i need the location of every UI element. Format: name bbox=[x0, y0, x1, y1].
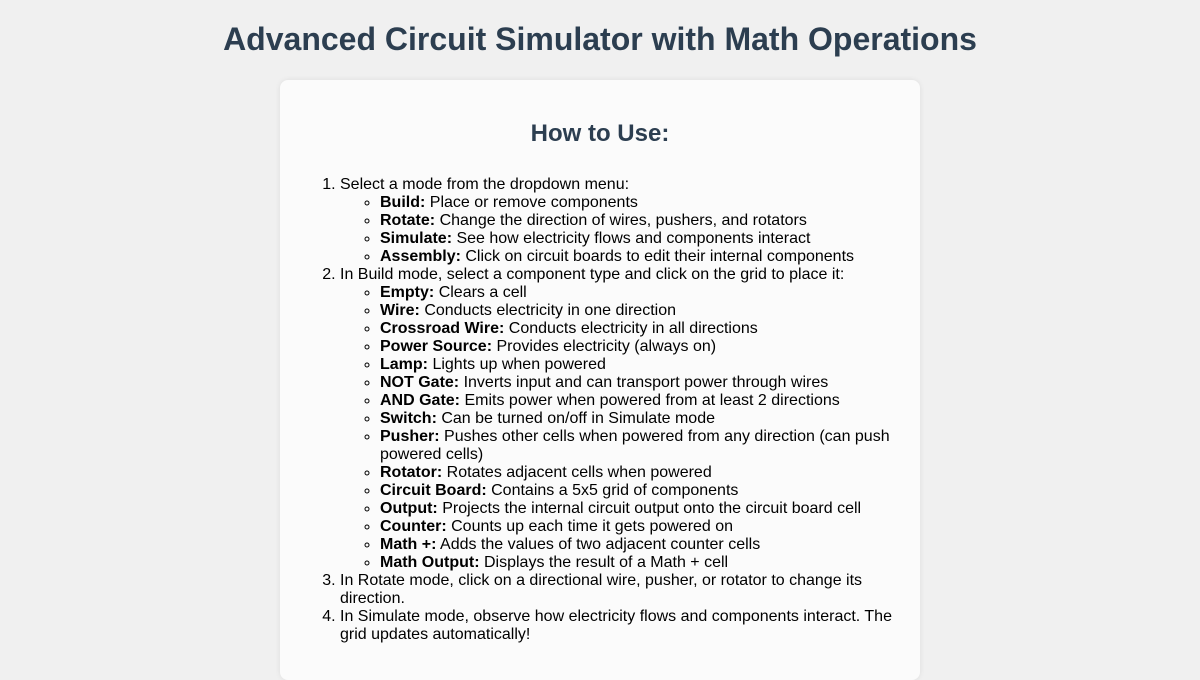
step-3 bbox=[340, 572, 900, 608]
list-item bbox=[380, 482, 900, 500]
term: Counter: bbox=[380, 518, 447, 535]
term: Output: bbox=[380, 500, 438, 517]
description: Provides electricity (always on) bbox=[496, 338, 717, 355]
description: See how electricity flows and components interact bbox=[456, 230, 811, 247]
steps-list bbox=[300, 176, 900, 644]
list-item bbox=[380, 194, 900, 212]
list-item bbox=[380, 374, 900, 392]
term: NOT Gate: bbox=[380, 374, 460, 391]
step-2 bbox=[340, 266, 900, 572]
description: Counts up each time it gets powered on bbox=[451, 518, 734, 535]
term: Crossroad Wire: bbox=[380, 320, 505, 337]
description: Displays the result of a Math + cell bbox=[483, 554, 729, 571]
term: Rotate: bbox=[380, 212, 436, 229]
term: Circuit Board: bbox=[380, 482, 487, 499]
list-item bbox=[380, 500, 900, 518]
term: Lamp: bbox=[380, 356, 428, 373]
step-text: In Simulate mode, observe how electricity flows and components interact. The grid updates automatically! bbox=[340, 608, 892, 643]
description: Rotates adjacent cells when powered bbox=[446, 464, 712, 481]
term: Math +: bbox=[380, 536, 437, 553]
step-text: In Rotate mode, click on a directional wire, pusher, or rotator to change its direction. bbox=[340, 572, 863, 607]
instructions-heading: How to Use: bbox=[530, 120, 670, 147]
description: Place or remove components bbox=[429, 194, 638, 211]
description: Adds the values of two adjacent counter cells bbox=[440, 536, 761, 553]
list-item bbox=[380, 212, 900, 230]
step-1 bbox=[340, 176, 900, 266]
list-item bbox=[380, 338, 900, 356]
list-item bbox=[380, 356, 900, 374]
component-list bbox=[340, 284, 900, 572]
description: Change the direction of wires, pushers, and rotators bbox=[439, 212, 807, 229]
list-item bbox=[380, 518, 900, 536]
term: Wire: bbox=[380, 302, 420, 319]
list-item bbox=[380, 536, 900, 554]
list-item bbox=[380, 464, 900, 482]
term: Power Source: bbox=[380, 338, 493, 355]
description: Contains a 5x5 grid of components bbox=[491, 482, 739, 499]
description: Emits power when powered from at least 2 directions bbox=[464, 392, 840, 409]
list-item bbox=[380, 320, 900, 338]
list-item bbox=[380, 284, 900, 302]
list-item bbox=[380, 410, 900, 428]
description: Pushes other cells when powered from any direction (can push powered cells) bbox=[380, 428, 890, 463]
term: Simulate: bbox=[380, 230, 453, 247]
description: Can be turned on/off in Simulate mode bbox=[441, 410, 715, 427]
description: Click on circuit boards to edit their internal components bbox=[465, 248, 855, 265]
mode-list bbox=[340, 194, 900, 266]
list-item bbox=[380, 248, 900, 266]
term: Rotator: bbox=[380, 464, 443, 481]
term: Empty: bbox=[380, 284, 435, 301]
description: Inverts input and can transport power through wires bbox=[463, 374, 829, 391]
term: Pusher: bbox=[380, 428, 440, 445]
description: Conducts electricity in all directions bbox=[508, 320, 758, 337]
step-text: Select a mode from the dropdown menu: bbox=[340, 176, 630, 193]
description: Lights up when powered bbox=[432, 356, 606, 373]
term: AND Gate: bbox=[380, 392, 461, 409]
description: Projects the internal circuit output onto the circuit board cell bbox=[442, 500, 862, 517]
description: Clears a cell bbox=[438, 284, 527, 301]
list-item bbox=[380, 392, 900, 410]
page-title: Advanced Circuit Simulator with Math Operations bbox=[223, 21, 977, 57]
list-item bbox=[380, 302, 900, 320]
term: Assembly: bbox=[380, 248, 461, 265]
description: Conducts electricity in one direction bbox=[424, 302, 676, 319]
list-item bbox=[380, 554, 900, 572]
term: Switch: bbox=[380, 410, 437, 427]
term: Math Output: bbox=[380, 554, 480, 571]
step-4 bbox=[340, 608, 900, 644]
step-text: In Build mode, select a component type and click on the grid to place it: bbox=[340, 266, 845, 283]
list-item bbox=[380, 230, 900, 248]
term: Build: bbox=[380, 194, 426, 211]
instructions-card bbox=[280, 80, 920, 680]
list-item bbox=[380, 428, 900, 464]
